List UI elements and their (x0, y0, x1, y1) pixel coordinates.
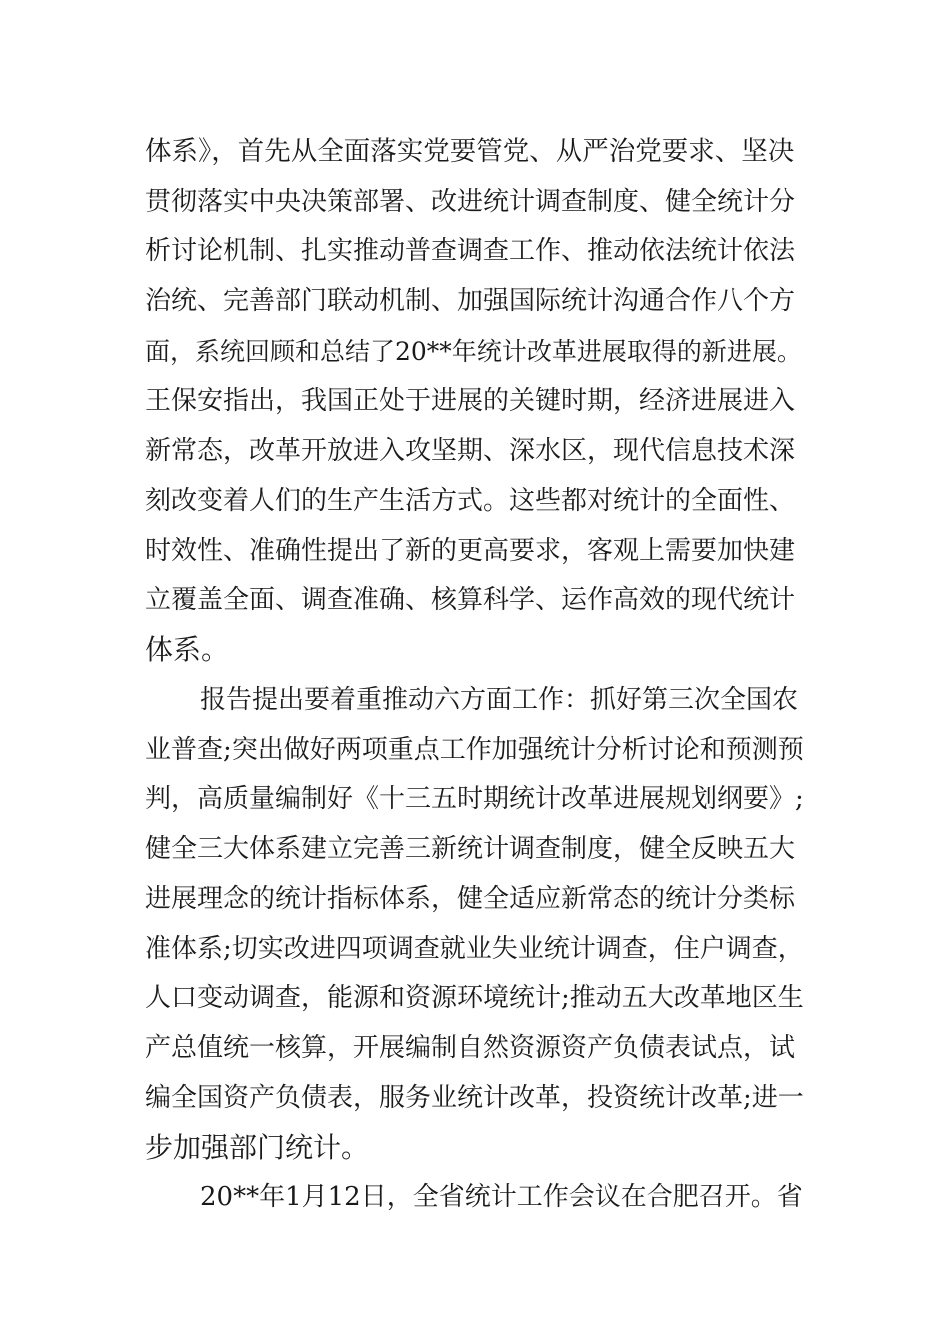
text-line: 贯彻落实中央决策部署、改进统计调查制度、健全统计分 (145, 187, 796, 217)
paragraph-first-line: 20**年1月12日，全省统计工作会议在合肥召开。省 (200, 1182, 803, 1212)
text-line: 王保安指出，我国正处于进展的关键时期，经济进展进入 (145, 386, 796, 416)
text-line: 立覆盖全面、调查准确、核算科学、运作高效的现代统计 (145, 585, 796, 615)
text-line: 准体系;切实改进四项调查就业失业统计调查，住户调查， (145, 934, 804, 964)
text-line: 体系》，首先从全面落实党要管党、从严治党要求、坚决 (145, 136, 795, 167)
text-line: 刻改变着人们的生产生活方式。这些都对统计的全面性、 (145, 486, 796, 516)
text-line: 编全国资产负债表，服务业统计改革，投资统计改革;进一 (145, 1083, 804, 1113)
text-line: 时效性、准确性提出了新的更高要求，客观上需要加快建 (145, 536, 796, 566)
text-line: 业普查;突出做好两项重点工作加强统计分析讨论和预测预 (145, 735, 804, 765)
text-line: 治统、完善部门联动机制、加强国际统计沟通合作八个方 (145, 286, 796, 316)
text-line: 产总值统一核算，开展编制自然资源资产负债表试点，试 (145, 1033, 796, 1063)
text-line: 析讨论机制、扎实推动普查调查工作、推动依法统计依法 (145, 236, 796, 266)
text-line: 面，系统回顾和总结了20**年统计改革进展取得的新进展。 (145, 337, 802, 366)
text-line: 新常态，改革开放进入攻坚期、深水区，现代信息技术深 (145, 436, 796, 466)
text-line: 步加强部门统计。 (145, 1131, 370, 1164)
text-line: 判，高质量编制好《十三五时期统计改革进展规划纲要》; (145, 784, 804, 814)
text-line: 健全三大体系建立完善三新统计调查制度，健全反映五大 (145, 834, 796, 864)
text-line: 体系。 (145, 633, 230, 666)
paragraph-first-line: 报告提出要着重推动六方面工作：抓好第三次全国农 (200, 685, 799, 715)
text-line: 人口变动调查，能源和资源环境统计;推动五大改革地区生 (145, 983, 804, 1013)
text-line: 进展理念的统计指标体系，健全适应新常态的统计分类标 (145, 884, 796, 914)
